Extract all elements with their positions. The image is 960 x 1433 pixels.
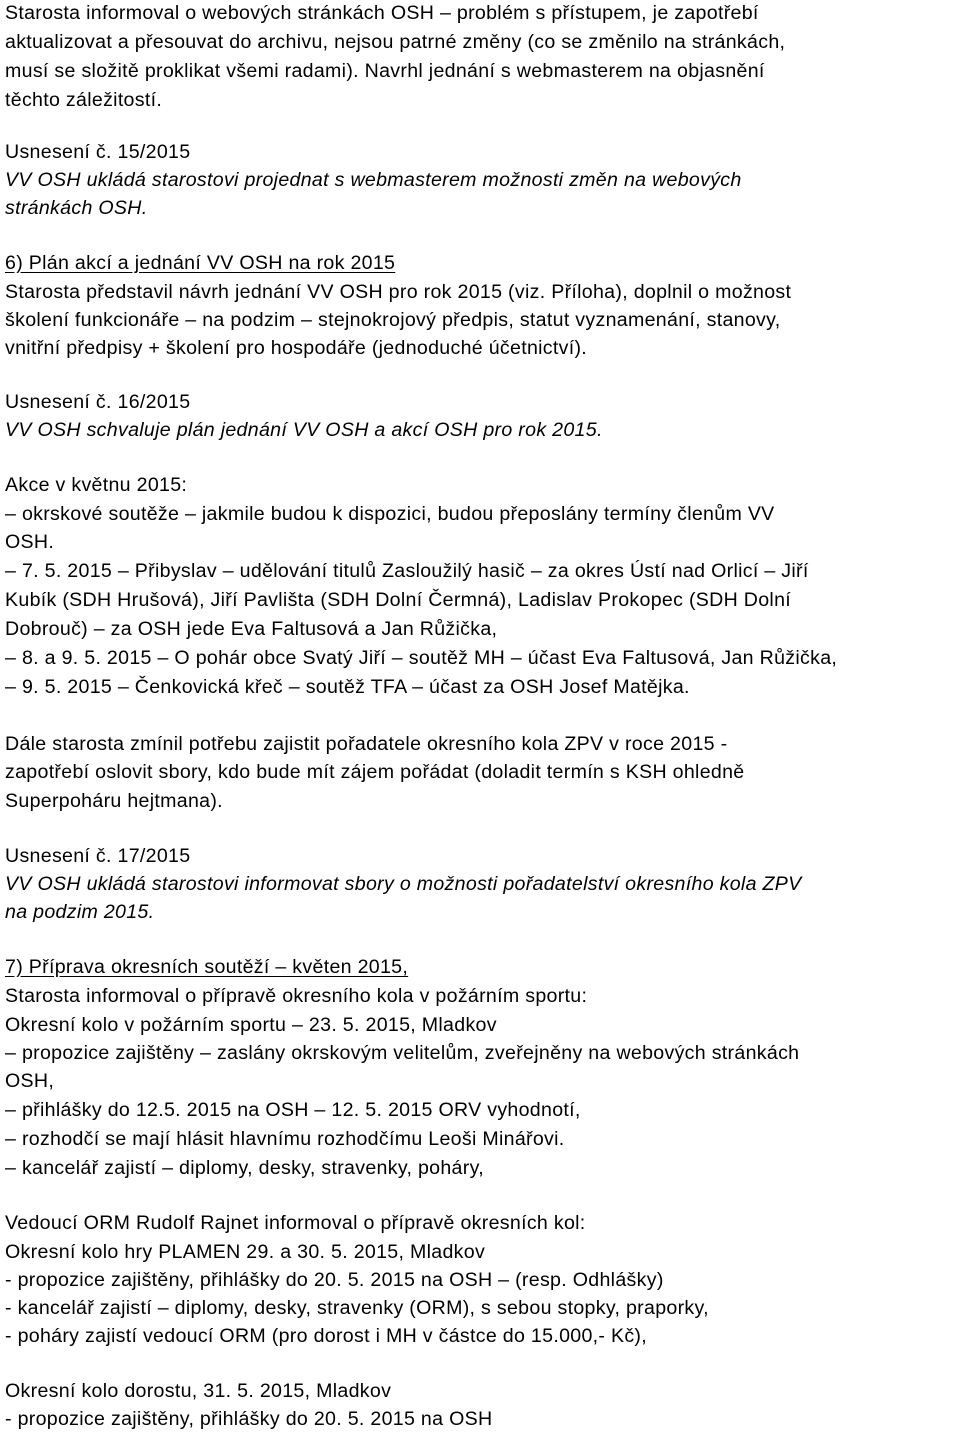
resolution-label: Usnesení č. 16/2015	[5, 391, 191, 413]
list-item: - propozice zajištěny, přihlášky do 20. 5. 2015 na OSH	[5, 1408, 493, 1430]
paragraph-line: aktualizovat a přesouvat do archivu, nejsou patrné změny (co se změnilo na stránkách,	[5, 31, 786, 53]
list-item: OSH,	[5, 1070, 55, 1092]
paragraph-line: Starosta informoval o webových stránkách OSH – problém s přístupem, je zapotřebí	[5, 2, 759, 24]
list-item: - poháry zajistí vedoucí ORM (pro dorost i MH v částce do 15.000,- Kč),	[5, 1325, 648, 1347]
section-heading: 6) Plán akcí a jednání VV OSH na rok 2015	[5, 252, 396, 274]
list-item: – přihlášky do 12.5. 2015 na OSH – 12. 5. 2015 ORV vyhodnotí,	[5, 1099, 581, 1121]
paragraph-line: Akce v květnu 2015:	[5, 474, 188, 496]
list-item: – okrskové soutěže – jakmile budou k dispozici, budou přeposlány termíny členům VV	[5, 503, 775, 525]
resolution-text: VV OSH ukládá starostovi informovat sbory o možnosti pořadatelství okresního kola ZPV	[5, 873, 802, 895]
paragraph-line: Okresní kolo hry PLAMEN 29. a 30. 5. 2015, Mladkov	[5, 1241, 486, 1263]
paragraph-line: Vedoucí ORM Rudolf Rajnet informoval o přípravě okresních kol:	[5, 1212, 586, 1234]
list-item: Dobrouč) – za OSH jede Eva Faltusová a Jan Růžička,	[5, 618, 498, 640]
paragraph-line: Okresní kolo dorostu, 31. 5. 2015, Mladkov	[5, 1380, 392, 1402]
resolution-text: na podzim 2015.	[5, 901, 155, 923]
resolution-label: Usnesení č. 15/2015	[5, 141, 191, 163]
resolution-text: stránkách OSH.	[5, 197, 148, 219]
paragraph-line: školení funkcionáře – na podzim – stejnokrojový předpis, statut vyznamenání, stanovy,	[5, 309, 781, 331]
paragraph-line: Dále starosta zmínil potřebu zajistit pořadatele okresního kola ZPV v roce 2015 -	[5, 733, 728, 755]
resolution-text: VV OSH ukládá starostovi projednat s webmasterem možnosti změn na webových	[5, 169, 742, 191]
paragraph-line: Starosta informoval o přípravě okresního kola v požárním sportu:	[5, 985, 588, 1007]
paragraph-line: Starosta představil návrh jednání VV OSH pro rok 2015 (viz. Příloha), doplnil o možnost	[5, 281, 792, 303]
paragraph-line: Superpoháru hejtmana).	[5, 790, 223, 812]
list-item: - kancelář zajistí – diplomy, desky, stravenky (ORM), s sebou stopky, praporky,	[5, 1297, 709, 1319]
list-item: – rozhodčí se mají hlásit hlavnímu rozhodčímu Leoši Minářovi.	[5, 1128, 565, 1150]
resolution-label: Usnesení č. 17/2015	[5, 845, 191, 867]
paragraph-line: těchto záležitostí.	[5, 89, 163, 111]
paragraph-line: zapotřebí oslovit sbory, kdo bude mít zájem pořádat (doladit termín s KSH ohledně	[5, 761, 745, 783]
paragraph-line: musí se složitě proklikat všemi radami). Navrhl jednání s webmasterem na objasnění	[5, 60, 765, 82]
list-item: – kancelář zajistí – diplomy, desky, stravenky, poháry,	[5, 1157, 484, 1179]
section-heading: 7) Příprava okresních soutěží – květen 2015,	[5, 956, 409, 978]
paragraph-line: vnitřní předpisy + školení pro hospodáře (jednoduché účetnictví).	[5, 337, 588, 359]
list-item: - propozice zajištěny, přihlášky do 20. 5. 2015 na OSH – (resp. Odhlášky)	[5, 1269, 664, 1291]
resolution-text: VV OSH schvaluje plán jednání VV OSH a akcí OSH pro rok 2015.	[5, 419, 603, 441]
paragraph-line: Okresní kolo v požárním sportu – 23. 5. 2015, Mladkov	[5, 1014, 497, 1036]
list-item: Kubík (SDH Hrušová), Jiří Pavlišta (SDH Dolní Čermná), Ladislav Prokopec (SDH Dolní	[5, 589, 792, 611]
list-item: – 8. a 9. 5. 2015 – O pohár obce Svatý Jiří – soutěž MH – účast Eva Faltusová, Jan Růžička,	[5, 647, 838, 669]
list-item: – 7. 5. 2015 – Přibyslav – udělování titulů Zasloužilý hasič – za okres Ústí nad Orlicí – Jiří	[5, 560, 809, 582]
list-item: – 9. 5. 2015 – Čenkovická křeč – soutěž TFA – účast za OSH Josef Matějka.	[5, 676, 690, 698]
list-item: OSH.	[5, 531, 55, 553]
list-item: – propozice zajištěny – zaslány okrskovým velitelům, zveřejněny na webových stránkách	[5, 1042, 800, 1064]
